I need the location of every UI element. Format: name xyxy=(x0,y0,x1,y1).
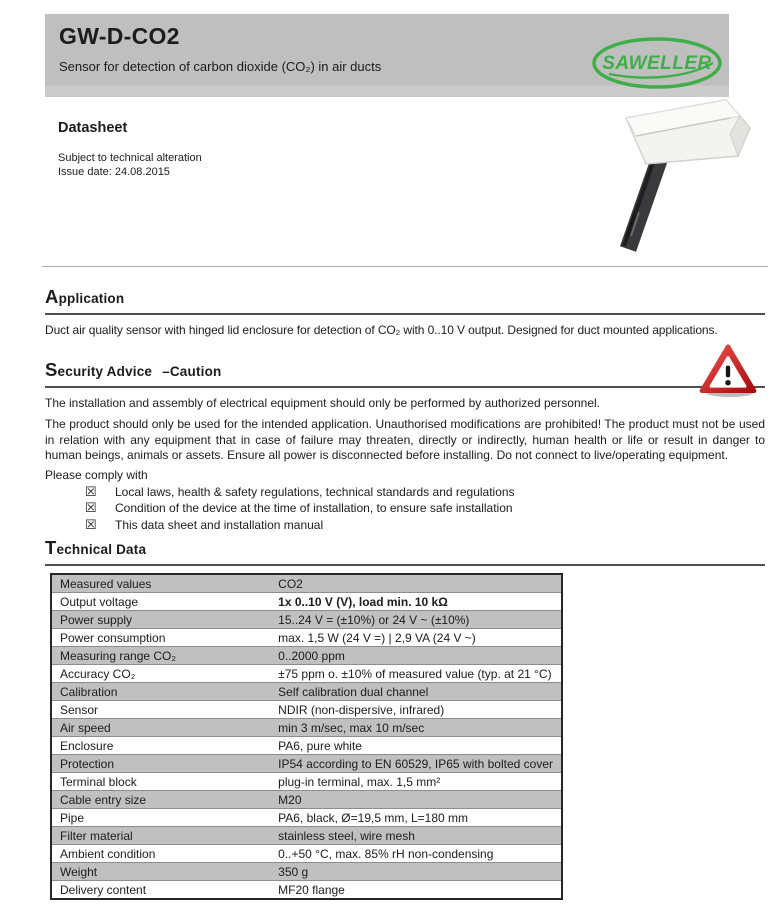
table-row xyxy=(51,881,562,900)
security-heading-caution: –Caution xyxy=(162,364,222,379)
table-row xyxy=(51,574,562,593)
spec-label: Accuracy CO₂ xyxy=(51,665,270,683)
spec-value: NDIR (non-dispersive, infrared) xyxy=(270,701,562,719)
technical-table-wrap xyxy=(50,573,563,900)
spec-value: PA6, pure white xyxy=(270,737,562,755)
spec-value: PA6, black, Ø=19,5 mm, L=180 mm xyxy=(270,809,562,827)
table-row xyxy=(51,755,562,773)
security-para1: The installation and assembly of electrical equipment should only be performed by authorized personnel. xyxy=(45,396,600,410)
comply-list xyxy=(45,484,765,533)
comply-intro-wrap xyxy=(45,468,765,484)
spec-value: 350 g xyxy=(270,863,562,881)
security-para2: The product should only be used for the intended application. Unauthorised modifications are prohibited! The product must not be used in relation with any equipment that in case of failure may threaten, directly or indirectly, human health or life or result in danger to human beings, animals or assets. Ensure all power is disconnected before installing. Do not connect to live/operating equipment. xyxy=(45,417,765,462)
header-band xyxy=(45,14,729,97)
exclamation-bar xyxy=(726,366,730,378)
table-row xyxy=(51,665,562,683)
security-para2-wrap xyxy=(45,417,765,464)
comply-item xyxy=(45,500,765,516)
table-row xyxy=(51,593,562,611)
checked-checkbox-icon: ☒ xyxy=(85,516,97,532)
spec-value: ±75 ppm o. ±10% of measured value (typ. at 21 °C) xyxy=(270,665,562,683)
table-row xyxy=(51,629,562,647)
application-section xyxy=(45,286,765,315)
product-photo xyxy=(598,94,766,262)
spec-value: 15..24 V = (±10%) or 24 V ~ (±10%) xyxy=(270,611,562,629)
spec-label: Air speed xyxy=(51,719,270,737)
table-row xyxy=(51,611,562,629)
table-row xyxy=(51,845,562,863)
exclamation-dot xyxy=(725,380,730,385)
table-row xyxy=(51,791,562,809)
spec-value: min 3 m/sec, max 10 m/sec xyxy=(270,719,562,737)
spec-label: Weight xyxy=(51,863,270,881)
spec-value: M20 xyxy=(270,791,562,809)
application-body-wrap xyxy=(45,323,765,339)
spec-value: 0..2000 ppm xyxy=(270,647,562,665)
spec-value: MF20 flange xyxy=(270,881,562,900)
spec-label: Protection xyxy=(51,755,270,773)
spec-value: 0..+50 °C, max. 85% rH non-condensing xyxy=(270,845,562,863)
application-heading: Application xyxy=(45,286,765,315)
technical-table xyxy=(50,573,563,900)
security-heading-main: Security Advice xyxy=(45,359,153,380)
table-row xyxy=(51,683,562,701)
top-divider xyxy=(42,266,768,267)
spec-label: Measuring range CO₂ xyxy=(51,647,270,665)
technical-heading: Technical Data xyxy=(45,537,765,566)
tech-table-body xyxy=(51,574,562,899)
table-row xyxy=(51,827,562,845)
spec-value: max. 1,5 W (24 V =) | 2,9 VA (24 V ~) xyxy=(270,629,562,647)
alteration-note: Subject to technical alteration xyxy=(58,152,202,164)
table-row xyxy=(51,863,562,881)
spec-label: Power consumption xyxy=(51,629,270,647)
checked-checkbox-icon: ☒ xyxy=(85,500,97,516)
security-section xyxy=(45,359,765,388)
comply-item-label: Local laws, health & safety regulations, technical standards and regulations xyxy=(115,485,515,499)
application-body: Duct air quality sensor with hinged lid enclosure for detection of CO₂ with 0..10 V output. Designed for duct mounted applications. xyxy=(45,323,718,337)
spec-label: Enclosure xyxy=(51,737,270,755)
spec-value: 1x 0..10 V (V), load min. 10 kΩ xyxy=(270,593,562,611)
table-row xyxy=(51,809,562,827)
security-para1-wrap xyxy=(45,396,765,412)
spec-value: Self calibration dual channel xyxy=(270,683,562,701)
comply-item-label: This data sheet and installation manual xyxy=(115,517,324,532)
spec-label: Ambient condition xyxy=(51,845,270,863)
table-row xyxy=(51,719,562,737)
issue-date: Issue date: 24.08.2015 xyxy=(58,166,170,178)
product-subtitle: Sensor for detection of carbon dioxide (CO₂) in air ducts xyxy=(59,59,382,74)
spec-value: plug-in terminal, max. 1,5 mm² xyxy=(270,773,562,791)
spec-label: Delivery content xyxy=(51,881,270,900)
comply-item xyxy=(45,517,765,533)
checked-checkbox-icon: ☒ xyxy=(85,484,97,499)
spec-value: IP54 according to EN 60529, IP65 with bolted cover xyxy=(270,755,562,773)
spec-label: Power supply xyxy=(51,611,270,629)
spec-value: CO2 xyxy=(278,576,303,591)
spec-label: Measured values xyxy=(60,576,152,591)
datasheet-heading: Datasheet xyxy=(58,120,128,136)
comply-intro: Please comply with xyxy=(45,468,148,482)
logo-text: SAWELLER xyxy=(602,53,712,74)
spec-label: Filter material xyxy=(51,827,270,845)
product-title: GW-D-CO2 xyxy=(59,23,180,49)
spec-label: Output voltage xyxy=(51,593,270,611)
table-row xyxy=(51,701,562,719)
spec-label: Cable entry size xyxy=(51,791,270,809)
table-row xyxy=(51,773,562,791)
table-row xyxy=(51,647,562,665)
spec-label: Pipe xyxy=(51,809,270,827)
comply-item-label: Condition of the device at the time of installation, to ensure safe installation xyxy=(115,501,513,516)
spec-value: stainless steel, wire mesh xyxy=(270,827,562,845)
meta-block xyxy=(58,120,202,179)
brand-logo xyxy=(591,36,724,94)
spec-label: Calibration xyxy=(51,683,270,701)
warning-triangle-icon xyxy=(699,344,757,398)
spec-label: Sensor xyxy=(51,701,270,719)
table-row xyxy=(51,737,562,755)
comply-list-wrap xyxy=(45,484,765,533)
comply-item xyxy=(45,484,765,500)
spec-label: Terminal block xyxy=(51,773,270,791)
security-heading xyxy=(45,359,765,388)
technical-section xyxy=(45,537,765,566)
